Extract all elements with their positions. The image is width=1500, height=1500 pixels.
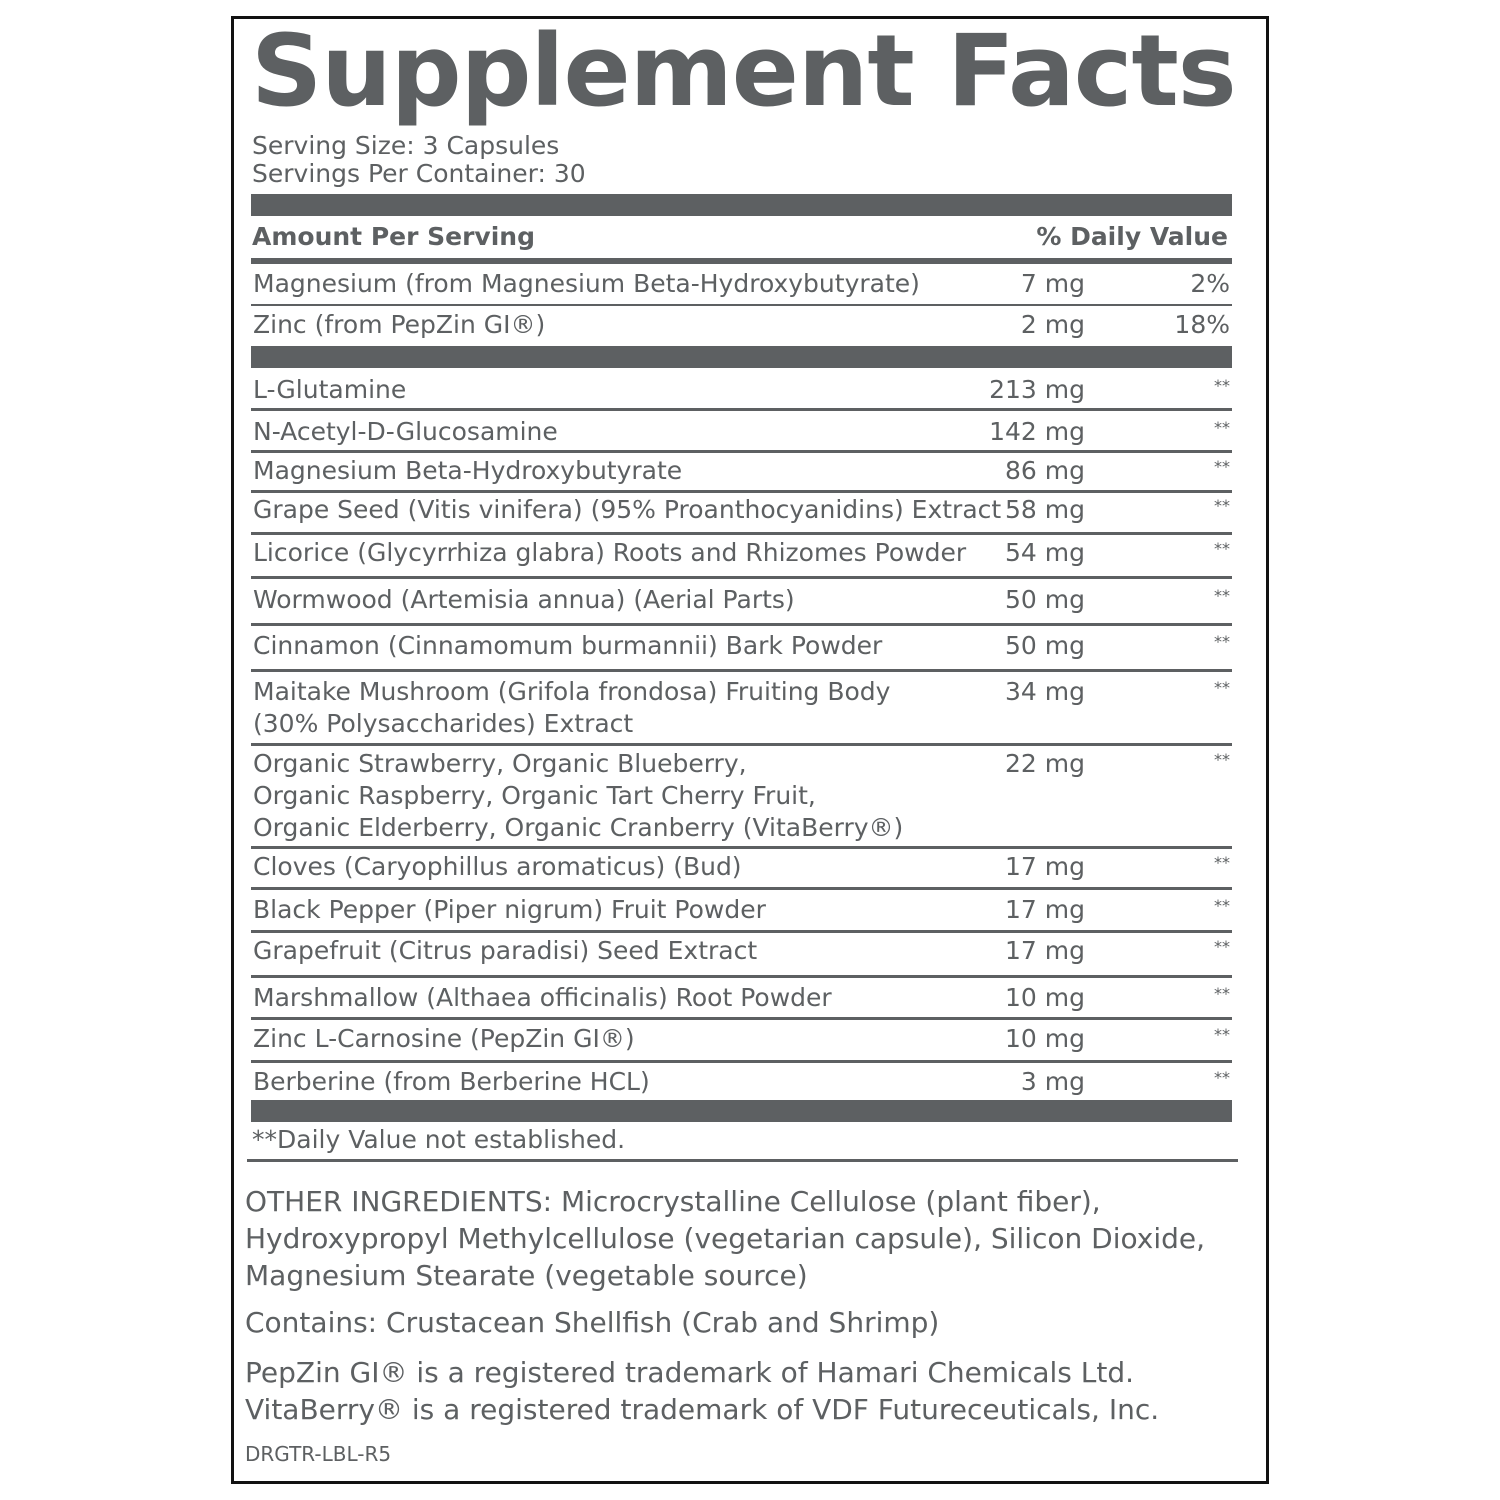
ingredient-dv: ** (1214, 896, 1230, 915)
ingredient-dv: ** (1214, 678, 1230, 697)
ingredient-dv: ** (1214, 376, 1230, 395)
ingredient-name: Grapefruit (Citrus paradisi) Seed Extract (253, 936, 758, 965)
ingredient-dv: ** (1214, 586, 1230, 605)
nutrient-name: Magnesium (from Magnesium Beta-Hydroxybutyrate) (253, 269, 920, 298)
ingredient-name-continued: (30% Polysaccharides) Extract (253, 709, 634, 738)
ingredient-amount: 58 mg (1005, 495, 1085, 524)
row-divider (251, 408, 1232, 411)
row-divider (251, 1017, 1232, 1020)
ingredient-amount: 86 mg (1005, 456, 1085, 485)
ingredient-name-continued: Organic Raspberry, Organic Tart Cherry Fruit, (253, 781, 816, 810)
ingredient-amount: 17 mg (1005, 936, 1085, 965)
ingredient-amount: 50 mg (1005, 631, 1085, 660)
ingredient-amount: 10 mg (1005, 983, 1085, 1012)
ingredient-dv: ** (1214, 750, 1230, 769)
ingredient-amount: 50 mg (1005, 585, 1085, 614)
row-divider (251, 669, 1232, 672)
ingredient-amount: 213 mg (989, 375, 1085, 404)
ingredient-name: Maitake Mushroom (Grifola frondosa) Fruiting Body (253, 677, 891, 706)
other-ingredients-line: Magnesium Stearate (vegetable source) (245, 1259, 808, 1292)
row-divider (251, 450, 1232, 453)
ingredient-amount: 10 mg (1005, 1024, 1085, 1053)
ingredient-dv: ** (1214, 1068, 1230, 1087)
ingredient-dv: ** (1214, 853, 1230, 872)
row-divider (251, 975, 1232, 978)
ingredient-dv: ** (1214, 937, 1230, 956)
ingredient-name: Grape Seed (Vitis vinifera) (95% Proanthocyanidins) Extract (253, 495, 1002, 524)
thick-divider (251, 194, 1232, 216)
nutrient-dv: 18% (1174, 310, 1230, 339)
ingredient-dv: ** (1214, 1025, 1230, 1044)
ingredient-amount: 17 mg (1005, 852, 1085, 881)
ingredient-dv: ** (1214, 496, 1230, 515)
ingredient-name: N-Acetyl-D-Glucosamine (253, 417, 558, 446)
nutrient-amount: 2 mg (1020, 310, 1085, 339)
ingredient-name-continued: Organic Elderberry, Organic Cranberry (VitaBerry®) (253, 813, 904, 842)
ingredient-name: Berberine (from Berberine HCL) (253, 1067, 650, 1096)
medium-divider (251, 258, 1232, 264)
allergen-statement: Contains: Crustacean Shellfish (Crab and Shrimp) (245, 1306, 940, 1339)
row-divider (251, 490, 1232, 493)
other-ingredients-line: OTHER INGREDIENTS: Microcrystalline Cellulose (plant fiber), (245, 1185, 1101, 1218)
ingredient-name: Marshmallow (Althaea officinalis) Root Powder (253, 983, 832, 1012)
ingredient-dv: ** (1214, 632, 1230, 651)
ingredient-name: Licorice (Glycyrrhiza glabra) Roots and Rhizomes Powder (253, 538, 967, 567)
row-divider (251, 1060, 1232, 1063)
ingredient-name: Cloves (Caryophillus aromaticus) (Bud) (253, 852, 742, 881)
row-divider (251, 304, 1232, 306)
ingredient-dv: ** (1214, 984, 1230, 1003)
ingredient-name: Zinc L-Carnosine (PepZin GI®) (253, 1024, 635, 1053)
trademark-line: PepZin GI® is a registered trademark of Hamari Chemicals Ltd. (245, 1356, 1135, 1389)
ingredient-row (251, 748, 1232, 848)
ingredient-amount: 22 mg (1005, 749, 1085, 778)
trademark-line: VitaBerry® is a registered trademark of VDF Futureceuticals, Inc. (245, 1393, 1160, 1426)
ingredient-amount: 142 mg (989, 417, 1085, 446)
ingredient-amount: 17 mg (1005, 895, 1085, 924)
amount-per-serving-header: Amount Per Serving (252, 222, 535, 251)
ingredient-name: Magnesium Beta-Hydroxybutyrate (253, 456, 683, 485)
nutrient-dv: 2% (1190, 269, 1230, 298)
ingredient-amount: 3 mg (1020, 1067, 1085, 1096)
ingredient-name: L-Glutamine (253, 375, 407, 404)
ingredient-amount: 54 mg (1005, 538, 1085, 567)
ingredient-row (251, 676, 1232, 746)
page-title: Supplement Facts (251, 14, 1236, 129)
row-divider (251, 576, 1232, 579)
daily-value-header: % Daily Value (1036, 222, 1228, 251)
other-ingredients (245, 1183, 1205, 1294)
nutrient-name: Zinc (from PepZin GI®) (253, 310, 546, 339)
row-divider (251, 532, 1232, 535)
row-divider (251, 887, 1232, 890)
label-code: DRGTR-LBL-R5 (245, 1442, 392, 1466)
ingredient-dv: ** (1214, 457, 1230, 476)
row-divider (251, 743, 1232, 746)
ingredient-dv: ** (1214, 418, 1230, 437)
servings-per-container: Servings Per Container: 30 (252, 159, 586, 188)
ingredient-name: Black Pepper (Piper nigrum) Fruit Powder (253, 895, 766, 924)
thick-divider (251, 1100, 1232, 1122)
row-divider (251, 623, 1232, 626)
other-ingredients-line: Hydroxypropyl Methylcellulose (vegetarian capsule), Silicon Dioxide, (245, 1222, 1206, 1255)
row-divider (251, 930, 1232, 933)
table-bottom-rule (247, 1159, 1238, 1162)
nutrient-amount: 7 mg (1020, 269, 1085, 298)
ingredient-name: Cinnamon (Cinnamomum burmannii) Bark Powder (253, 631, 883, 660)
row-divider (251, 846, 1232, 849)
thick-divider (251, 346, 1232, 368)
trademark-notice (245, 1354, 1159, 1428)
ingredient-name: Wormwood (Artemisia annua) (Aerial Parts) (253, 585, 795, 614)
serving-size: Serving Size: 3 Capsules (252, 131, 560, 160)
ingredient-name: Organic Strawberry, Organic Blueberry, (253, 749, 747, 778)
ingredient-dv: ** (1214, 539, 1230, 558)
ingredient-amount: 34 mg (1005, 677, 1085, 706)
daily-value-footnote: **Daily Value not established. (252, 1125, 626, 1154)
